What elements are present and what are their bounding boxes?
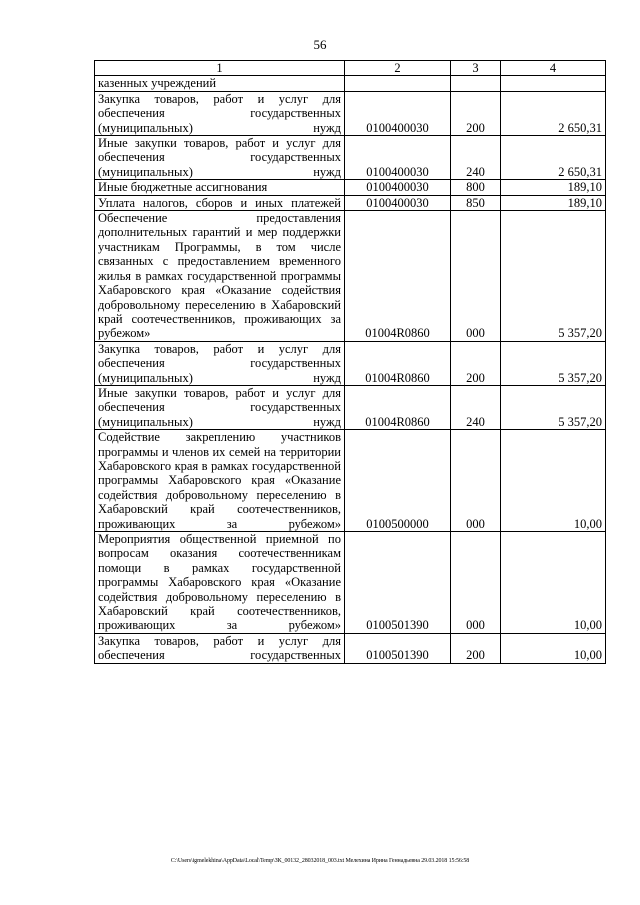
row-type: 200 bbox=[451, 341, 501, 385]
row-code: 0100400030 bbox=[345, 91, 451, 135]
row-type: 200 bbox=[451, 633, 501, 663]
row-type: 850 bbox=[451, 195, 501, 210]
row-name: Закупка товаров, работ и услуг для обеспечения государственных (муниципальных) нужд bbox=[95, 91, 345, 135]
header-row bbox=[95, 61, 606, 76]
row-amount: 5 357,20 bbox=[501, 341, 606, 385]
row-code: 0100500000 bbox=[345, 430, 451, 532]
row-name: Содействие закреплению участников программы и членов их семей на территории Хабаровского края в рамках государственной программы Хабаровского края «Оказание содействия добровольному переселению в Хабаровский край соотечественников, проживающих за рубежом» bbox=[95, 430, 345, 532]
row-amount: 189,10 bbox=[501, 180, 606, 195]
table-row bbox=[95, 211, 606, 342]
page-number: 56 bbox=[313, 37, 327, 52]
table-row bbox=[95, 532, 606, 634]
row-amount: 5 357,20 bbox=[501, 211, 606, 342]
row-amount: 2 650,31 bbox=[501, 136, 606, 180]
row-amount: 10,00 bbox=[501, 532, 606, 634]
row-name: Закупка товаров, работ и услуг для обеспечения государственных (муниципальных) нужд bbox=[95, 341, 345, 385]
row-code: 01004R0860 bbox=[345, 341, 451, 385]
column-header-amount: 4 bbox=[501, 61, 606, 76]
row-name: Иные закупки товаров, работ и услуг для обеспечения государственных (муниципальных) нужд bbox=[95, 136, 345, 180]
row-type: 000 bbox=[451, 430, 501, 532]
row-amount: 5 357,20 bbox=[501, 385, 606, 429]
row-amount bbox=[501, 76, 606, 91]
table-row bbox=[95, 341, 606, 385]
column-header-type: 3 bbox=[451, 61, 501, 76]
row-code: 01004R0860 bbox=[345, 211, 451, 342]
row-code: 0100501390 bbox=[345, 532, 451, 634]
row-code bbox=[345, 76, 451, 91]
file-path-footer: C:\Users\igmelekhina\AppData\Local\Temp\ЗК_00132_28032018_003.txt Мелехина Ирина Геннадьевна 29.03.2018 15:56:58 bbox=[170, 858, 470, 864]
row-code: 0100400030 bbox=[345, 195, 451, 210]
row-type: 800 bbox=[451, 180, 501, 195]
table-row bbox=[95, 136, 606, 180]
row-name: Обеспечение предоставления дополнительных гарантий и мер поддержки участникам Программы, в том числе связанных с предоставлением временного жилья в рамках государственной программы Хабаровского края «Оказание содействия добровольному переселению в Хабаровский край соотечественников, проживающих за рубежом» bbox=[95, 211, 345, 342]
row-amount: 2 650,31 bbox=[501, 91, 606, 135]
row-name: Иные бюджетные ассигнования bbox=[95, 180, 345, 195]
table-row bbox=[95, 91, 606, 135]
budget-table bbox=[94, 60, 606, 664]
column-header-name: 1 bbox=[95, 61, 345, 76]
row-code: 01004R0860 bbox=[345, 385, 451, 429]
table-row bbox=[95, 76, 606, 91]
row-code: 0100501390 bbox=[345, 633, 451, 663]
row-type: 000 bbox=[451, 532, 501, 634]
row-name: Закупка товаров, работ и услуг для обеспечения государственных bbox=[95, 633, 345, 663]
table-row bbox=[95, 633, 606, 663]
row-type: 000 bbox=[451, 211, 501, 342]
row-name: казенных учреждений bbox=[95, 76, 345, 91]
table-row bbox=[95, 385, 606, 429]
row-type bbox=[451, 76, 501, 91]
row-type: 240 bbox=[451, 385, 501, 429]
row-type: 200 bbox=[451, 91, 501, 135]
table-row bbox=[95, 430, 606, 532]
row-name: Иные закупки товаров, работ и услуг для обеспечения государственных (муниципальных) нужд bbox=[95, 385, 345, 429]
row-amount: 189,10 bbox=[501, 195, 606, 210]
row-name: Мероприятия общественной приемной по вопросам оказания соотечественникам помощи в рамках государственной программы Хабаровского края «Оказание содействия добровольному переселению в Хабаровский край соотечественников, проживающих за рубежом» bbox=[95, 532, 345, 634]
table-row bbox=[95, 195, 606, 210]
row-name: Уплата налогов, сборов и иных платежей bbox=[95, 195, 345, 210]
row-amount: 10,00 bbox=[501, 430, 606, 532]
column-header-code: 2 bbox=[345, 61, 451, 76]
row-code: 0100400030 bbox=[345, 136, 451, 180]
row-amount: 10,00 bbox=[501, 633, 606, 663]
table-row bbox=[95, 180, 606, 195]
row-code: 0100400030 bbox=[345, 180, 451, 195]
row-type: 240 bbox=[451, 136, 501, 180]
